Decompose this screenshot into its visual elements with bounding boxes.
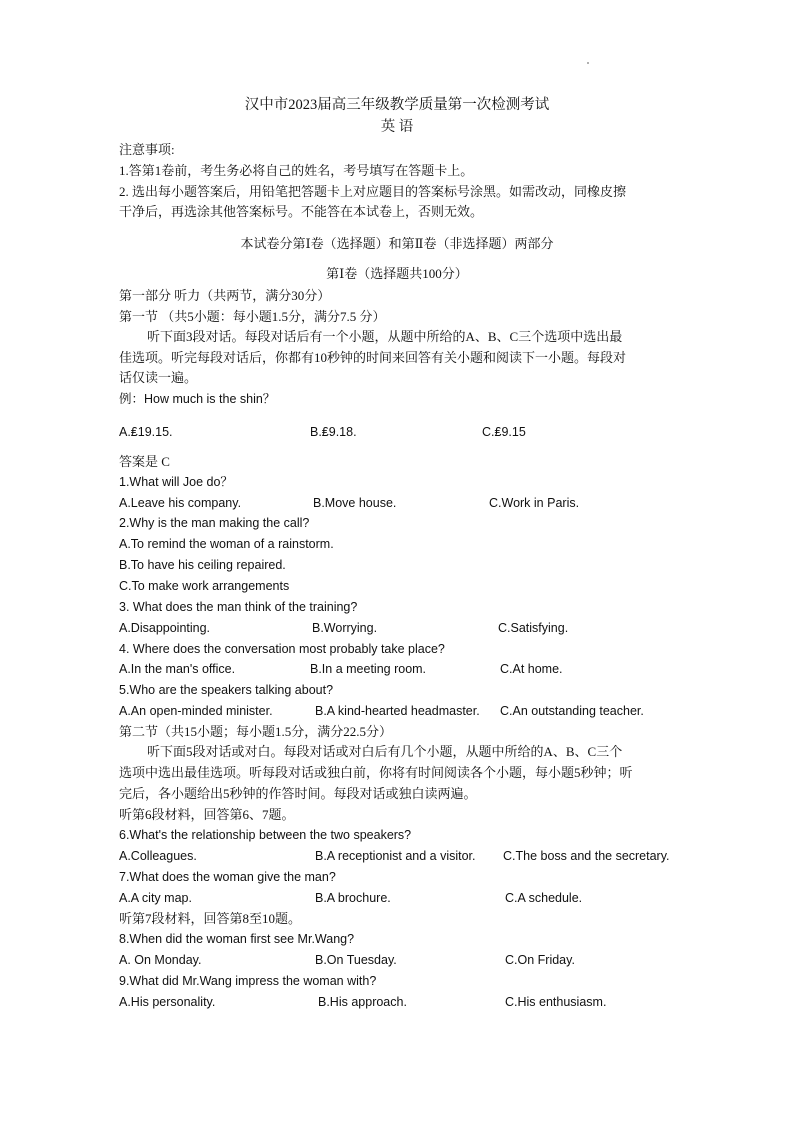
q6-option-c: C.The boss and the secretary. [503,849,670,863]
q7-option-b: B.A brochure. [315,891,391,905]
q3-option-c: C.Satisfying. [498,621,569,635]
q2-option-a: A.To remind the woman of a rainstorm. [119,537,334,551]
example-option-c: C.₤9.15 [482,425,526,439]
section2-instruction-line2: 选项中选出最佳选项。听每段对话或独白前，你将有时间阅读各个小题，每小题5秒钟；听 [119,765,633,780]
q5-option-b: B.A kind-hearted headmaster. [315,704,480,718]
q2-option-b: B.To have his ceiling repaired. [119,558,286,572]
q8-option-a: A. On Monday. [119,953,202,967]
example-answer: 答案是 C [119,454,170,469]
notice-heading: 注意事项: [119,142,175,157]
question-4: 4. Where does the conversation most probably take place? [119,642,445,656]
q9-option-c: C.His enthusiasm. [505,995,607,1009]
question-9: 9.What did Mr.Wang impress the woman with? [119,974,377,988]
material-7-heading: 听第7段材料，回答第8至10题。 [119,911,302,926]
question-7: 7.What does the woman give the man? [119,870,336,884]
q4-option-c: C.At home. [500,662,563,676]
section2-instruction-line3: 完后，各小题给出5秒钟的作答时间。每段对话或独白读两遍。 [119,786,477,801]
section2-instruction-line1: 听下面5段对话或对白。每段对话或对白后有几个小题，从题中所给的A、B、C三个 [147,744,623,759]
notice-item-2-line2: 干净后，再选涂其他答案标号。不能答在本试卷上，否则无效。 [119,204,484,219]
q9-option-b: B.His approach. [318,995,407,1009]
notice-item-2-line1: 2. 选出每小题答案后，用铅笔把答题卡上对应题目的答案标号涂黑。如需改动，同橡皮擦 [119,184,627,199]
q3-option-b: B.Worrying. [312,621,378,635]
q4-option-b: B.In a meeting room. [310,662,427,676]
q5-option-c: C.An outstanding teacher. [500,704,644,718]
material-6-heading: 听第6段材料，回答第6、7题。 [119,807,295,822]
part1-title: 第一部分 听力（共两节，满分30分） [119,288,331,303]
q7-option-a: A.A city map. [119,891,192,905]
q1-option-a: A.Leave his company. [119,496,242,510]
section1-title: 第一节 （共5小题：每小题1.5分，满分7.5 分） [119,309,386,324]
volume1-title: 第Ⅰ卷（选择题共100分） [326,266,468,281]
q5-option-a: A.An open-minded minister. [119,704,273,718]
q7-option-c: C.A schedule. [505,891,583,905]
q8-option-b: B.On Tuesday. [315,953,397,967]
example-question: 例：How much is the shin？ [119,392,276,406]
notice-item-1: 1.答第1卷前，考生务必将自己的姓名，考号填写在答题卡上。 [119,163,474,178]
example-option-a: A.₤19.15. [119,425,173,439]
question-3: 3. What does the man think of the training? [119,600,358,614]
section1-instruction-line3: 话仅读一遍。 [119,370,198,385]
question-2: 2.Why is the man making the call? [119,516,310,530]
q9-option-a: A.His personality. [119,995,216,1009]
scan-dot [587,62,589,64]
example-option-b: B.₤9.18. [310,425,357,439]
question-5: 5.Who are the speakers talking about? [119,683,334,697]
q6-option-b: B.A receptionist and a visitor. [315,849,476,863]
section1-instruction-line1: 听下面3段对话。每段对话后有一个小题，从题中所给的A、B、C三个选项中选出最 [147,329,623,344]
section1-instruction-line2: 佳选项。听完每段对话后，你都有10秒钟的时间来回答有关小题和阅读下一小题。每段对 [119,350,627,365]
q1-option-b: B.Move house. [313,496,397,510]
q8-option-c: C.On Friday. [505,953,575,967]
q3-option-a: A.Disappointing. [119,621,211,635]
paper-structure: 本试卷分第Ⅰ卷（选择题）和第Ⅱ卷（非选择题）两部分 [240,236,554,251]
question-6: 6.What's the relationship between the two speakers? [119,828,412,842]
subject-title: 英 语 [380,119,414,135]
section2-title: 第二节（共15小题；每小题1.5分，满分22.5分） [119,724,393,739]
question-8: 8.When did the woman first see Mr.Wang? [119,932,355,946]
q1-option-c: C.Work in Paris. [489,496,580,510]
q2-option-c: C.To make work arrangements [119,579,290,593]
exam-title: 汉中市2023届高三年级教学质量第一次检测考试 [244,97,550,113]
q4-option-a: A.In the man's office. [119,662,236,676]
q6-option-a: A.Colleagues. [119,849,197,863]
question-1: 1.What will Joe do？ [119,475,233,489]
